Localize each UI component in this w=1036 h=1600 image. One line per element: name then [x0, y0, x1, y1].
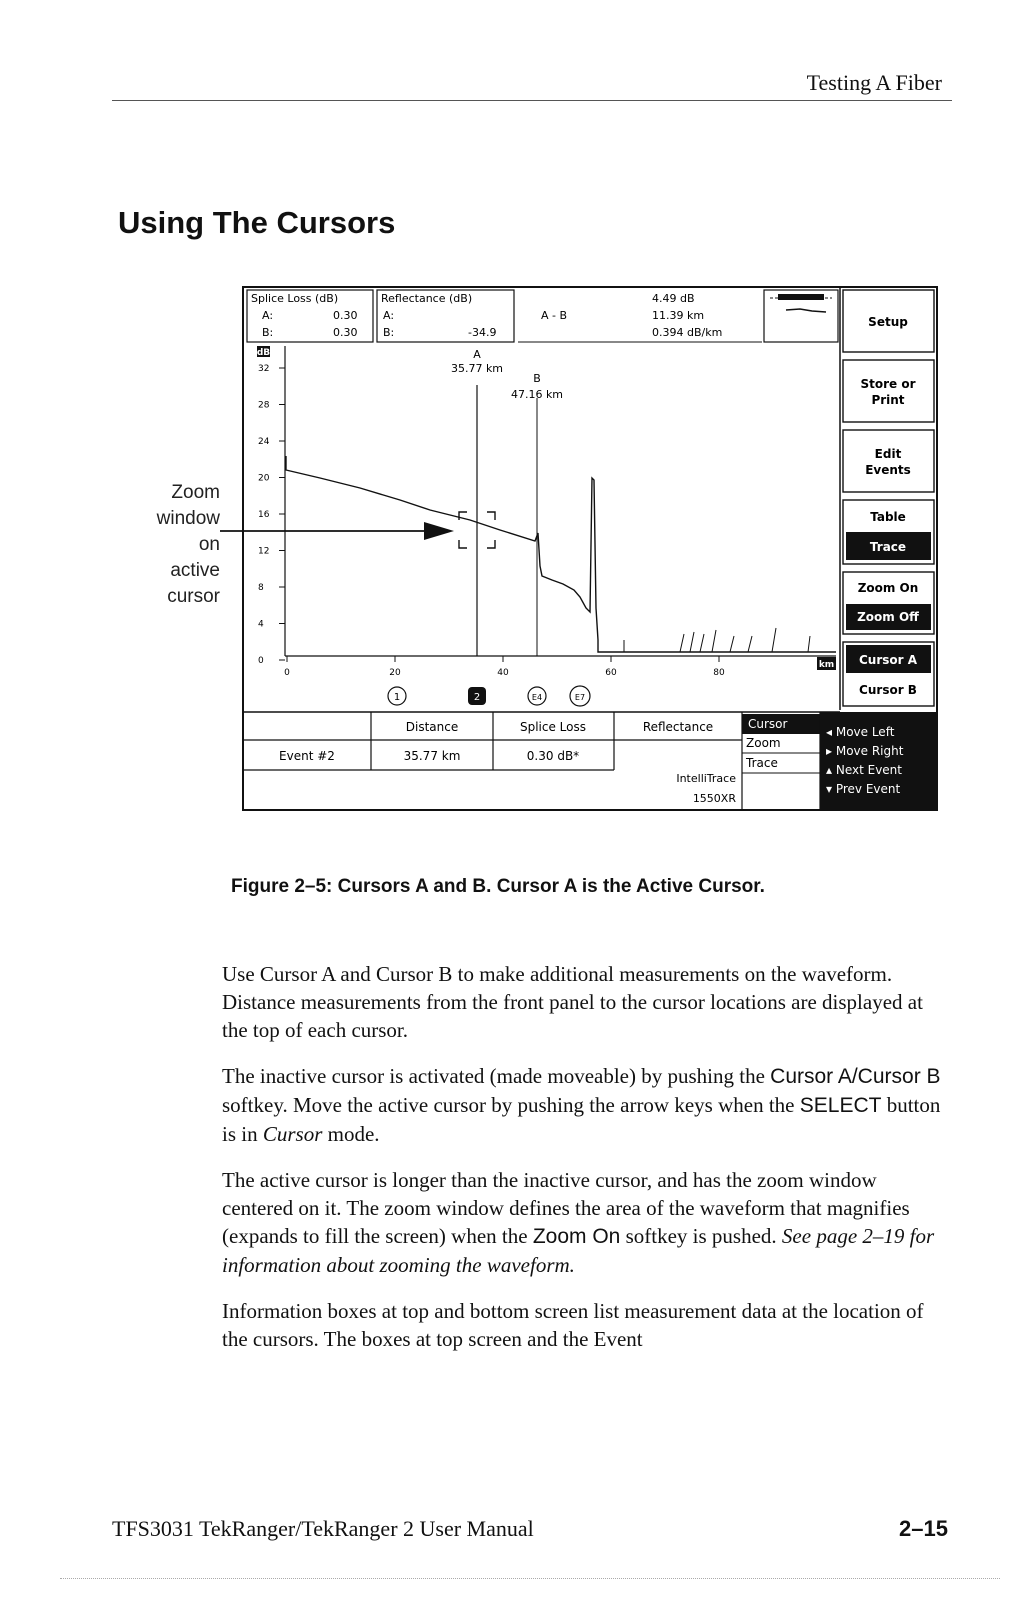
distance-header: Distance	[405, 720, 459, 734]
reflectance-header: Reflectance	[642, 720, 714, 734]
cursor-b-option: Cursor B	[859, 683, 917, 697]
callout-line: on active	[170, 534, 220, 581]
mode-cursor-selected: Cursor	[748, 717, 788, 731]
cursor-b-label: B	[533, 372, 541, 385]
move-left-action: ◂ Move Left	[826, 725, 895, 739]
zoom-off-option-selected: Zoom Off	[857, 610, 919, 624]
p2-softkey-name: Cursor A/Cursor B	[770, 1065, 941, 1088]
event-marker-2: 2	[473, 692, 481, 703]
event-distance: 35.77 km	[403, 749, 461, 763]
mode-zoom: Zoom	[746, 736, 781, 750]
y-tick-label: 32	[258, 364, 270, 374]
ab-slope: 0.394 dB/km	[652, 326, 723, 339]
otdr-screen-figure	[150, 280, 950, 820]
event-marker-e4: E4	[531, 693, 543, 702]
instrument-name: IntelliTrace	[676, 772, 736, 785]
ab-distance: 11.39 km	[652, 309, 705, 322]
zoom-on-option: Zoom On	[857, 581, 919, 595]
x-tick-label: 60	[605, 668, 617, 678]
y-tick-label: 0	[258, 656, 264, 666]
footer-manual-title: TFS3031 TekRanger/TekRanger 2 User Manual	[112, 1516, 534, 1541]
trace-option-selected: Trace	[869, 540, 907, 554]
paragraph-2	[222, 1062, 942, 1148]
paragraph-1: Use Cursor A and Cursor B to make additional measurements on the waveform. Distance measurements from the front panel to the cursor locations are displayed at the top of each cursor.	[222, 962, 923, 1042]
figure-caption: Figure 2–5: Cursors A and B. Cursor A is the Active Cursor.	[231, 876, 765, 897]
running-header: Testing A Fiber	[806, 70, 942, 95]
event-marker-e7: E7	[574, 693, 586, 702]
p2-text: The inactive cursor is activated (made moveable) by pushing the	[222, 1064, 771, 1088]
p2-button-name: SELECT	[799, 1094, 882, 1117]
header-rule	[112, 100, 952, 101]
ab-loss: 4.49 dB	[652, 292, 695, 305]
callout-line: cursor	[167, 586, 220, 607]
x-tick-label: 20	[389, 668, 401, 678]
splice-b-label: B:	[262, 326, 274, 339]
store-print-softkey[interactable]	[843, 360, 934, 422]
x-tick-label: 40	[497, 668, 509, 678]
splice-loss-header: Splice Loss	[519, 720, 587, 734]
cursor-a-label: A	[473, 348, 481, 361]
callout-line: Zoom	[171, 482, 220, 503]
p3-softkey-name: Zoom On	[532, 1225, 621, 1248]
arrow-actions-panel	[820, 712, 937, 810]
splice-a-value: 0.30	[333, 309, 358, 322]
splice-b-value: 0.30	[333, 326, 358, 339]
store-print-label: Print	[871, 393, 905, 407]
table-trace-softkey[interactable]	[843, 500, 934, 564]
p3-text: The active cursor is longer than the inactive cursor, and has the zoom window centered on it. The zoom window defines the area of the waveform that magnifies (expands to fill the screen) when the	[222, 1168, 910, 1248]
prev-event-action: ▾ Prev Event	[826, 782, 901, 796]
p3-text: softkey is pushed.	[620, 1224, 782, 1248]
splice-a-label: A:	[262, 309, 274, 322]
x-tick-label: 80	[713, 668, 725, 678]
x-tick-label: 0	[284, 668, 290, 678]
y-tick-label: 20	[258, 473, 270, 484]
refl-a-label: A:	[383, 309, 395, 322]
cursor-a-option-selected: Cursor A	[858, 653, 918, 667]
splice-box-header: Splice Loss (dB)	[251, 292, 339, 305]
footer-page-number: 2–15	[899, 1516, 948, 1541]
cursor-b-distance: 47.16 km	[510, 388, 564, 401]
page-bottom-dotted-rule	[60, 1578, 1000, 1579]
edit-events-label: Edit	[874, 447, 902, 461]
ab-label: A - B	[541, 309, 568, 322]
instrument-model: 1550XR	[692, 792, 736, 805]
callout-line: window	[156, 508, 220, 529]
refl-b-value: -34.9	[468, 326, 497, 339]
body-text	[222, 960, 942, 1371]
table-option: Table	[870, 510, 906, 524]
setup-softkey-label: Setup	[868, 315, 908, 329]
p2-text: mode.	[322, 1122, 380, 1146]
paragraph-4: Information boxes at top and bottom screen list measurement data at the location of the cursors. The boxes at top screen and the Event	[222, 1299, 924, 1351]
event-marker-1: 1	[393, 692, 401, 703]
y-tick-label: 8	[258, 583, 264, 593]
y-tick-label: 16	[258, 510, 270, 520]
zoom-softkey[interactable]	[843, 572, 934, 634]
store-print-label: Store or	[860, 377, 916, 391]
y-tick-label: 12	[258, 546, 270, 557]
x-unit-label: km	[818, 660, 835, 670]
p3-cross-reference: See page 2–19 for information about zooming the waveform.	[222, 1224, 935, 1277]
edit-events-softkey[interactable]	[843, 430, 934, 492]
y-tick-label: 24	[258, 437, 270, 447]
p2-text: button is in	[222, 1093, 941, 1146]
y-tick-label: 4	[258, 619, 264, 630]
p2-mode-name: Cursor	[262, 1122, 323, 1146]
paragraph-3	[222, 1166, 942, 1279]
edit-events-label: Events	[865, 463, 911, 477]
cursor-ab-softkey[interactable]	[843, 642, 934, 706]
section-title: Using The Cursors	[118, 205, 396, 240]
mode-trace: Trace	[746, 756, 778, 770]
refl-box-header: Reflectance (dB)	[381, 292, 473, 305]
event-number: Event #2	[279, 749, 335, 763]
event-splice-loss: 0.30 dB*	[526, 749, 580, 763]
cursor-a-distance: 35.77 km	[450, 362, 504, 375]
move-right-action: ▸ Move Right	[826, 744, 904, 758]
y-tick-label: 28	[258, 400, 270, 411]
next-event-action: ▴ Next Event	[826, 763, 902, 777]
y-unit-label: dB	[256, 348, 271, 358]
setup-softkey[interactable]	[843, 290, 934, 352]
p2-text: softkey. Move the active cursor by pushing the arrow keys when the	[222, 1093, 800, 1117]
refl-b-label: B:	[383, 326, 395, 339]
